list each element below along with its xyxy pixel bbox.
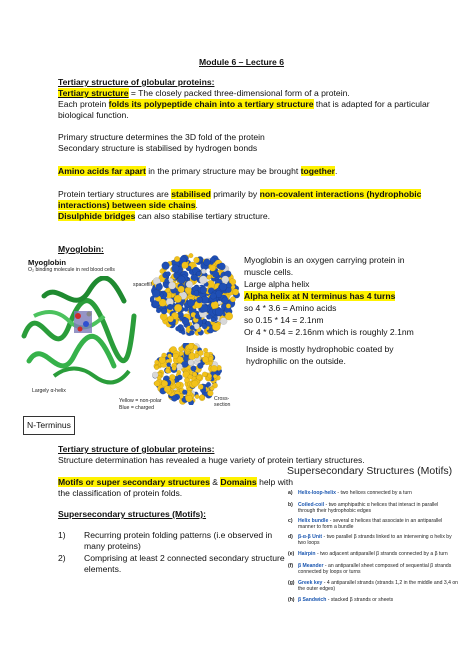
ss-item-number: (g) (288, 580, 295, 586)
ss-item-desc-cont: the outer edges) (298, 586, 336, 593)
highlight-disulphide: Disulphide bridges (58, 211, 136, 221)
atom-sphere (156, 283, 163, 290)
atom-sphere (164, 386, 171, 393)
ss-item-desc: - two amphipathic α helices that interact in parallel (324, 502, 439, 508)
atom-sphere (222, 276, 229, 283)
myoglobin-text: muscle cells. (244, 267, 294, 277)
atom-sphere (202, 324, 207, 329)
atom-sphere (207, 275, 212, 280)
atom-sphere (219, 283, 227, 291)
atom-sphere (178, 347, 183, 352)
body-line: Secondary structure is stabilised by hydrogen bonds (58, 143, 258, 153)
atom-sphere (156, 308, 161, 313)
atom-sphere (182, 262, 189, 269)
atom-sphere (202, 372, 207, 377)
atom-sphere (190, 325, 195, 330)
label-section: section (214, 402, 231, 408)
cross-section-image (152, 343, 222, 405)
section1-heading: Tertiary structure of globular proteins: (58, 77, 215, 87)
body-line: Each protein folds its polypeptide chain into a tertiary structure that is adapted for a particular (58, 99, 430, 109)
atom-sphere (208, 374, 212, 378)
atom-sphere (177, 364, 183, 370)
atom-sphere (222, 297, 229, 304)
myoglobin-text: so 4 * 3.6 = Amino acids (244, 303, 337, 313)
atom-sphere (211, 365, 218, 372)
ss-item-desc: - two adjacent antiparallel β strands connected by a β turn (315, 551, 448, 557)
myoglobin-text: Large alpha helix (244, 279, 310, 289)
atom-sphere (161, 308, 167, 314)
ss-item (288, 518, 442, 530)
ss-item-desc-cont: through their hydrophobic edges (298, 508, 372, 515)
ss-item-desc-cont: connected by loops or turns (298, 569, 361, 576)
atom-sphere (165, 368, 170, 373)
list-item: Comprising at least 2 connected secondary structure (84, 553, 285, 563)
atom-sphere (198, 384, 203, 389)
atom-sphere (210, 257, 215, 262)
ss-item-number: (h) (288, 597, 295, 603)
n-terminus-box: N-Terminus (23, 416, 75, 435)
myoglobin-ribbon-image (14, 276, 144, 391)
atom-sphere (206, 382, 211, 387)
atom-sphere (212, 323, 220, 331)
ss-item-desc: - several α helices that associate in an antiparallel (328, 518, 443, 524)
page-title: Module 6 – Lecture 6 (199, 57, 285, 67)
label-largely-helix: Largely α-helix (32, 388, 66, 394)
atom-sphere (152, 372, 158, 378)
highlight-domains: Domains (220, 477, 257, 487)
ss-item-number: (f) (288, 563, 294, 569)
atom-sphere (174, 256, 180, 262)
atom-sphere (200, 287, 207, 294)
highlight-together: together (300, 166, 336, 176)
atom-sphere (199, 276, 207, 284)
atom-sphere (171, 265, 179, 273)
label-yellow-nonpolar: Yellow = non-polar (119, 398, 162, 404)
atom-sphere (167, 304, 173, 310)
atom-sphere (218, 263, 225, 270)
body-line: Amino acids far apart in the primary structure may be brought together. (58, 166, 338, 176)
term-tertiary-structure: Tertiary structure (58, 88, 129, 98)
atom-sphere (210, 386, 214, 390)
atom-sphere (186, 395, 193, 402)
atom-sphere (212, 271, 219, 278)
list-item: elements. (84, 564, 122, 574)
highlight-stabilised: stabilised (171, 189, 211, 199)
atom-sphere (196, 297, 202, 303)
atom-sphere (201, 269, 206, 274)
atom-sphere (174, 295, 182, 303)
ss-item (288, 597, 393, 603)
atom-sphere (167, 354, 171, 358)
ss-item-number: c) (288, 518, 293, 524)
body-line: the classification of protein folds. (58, 488, 183, 498)
list-number: 2) (58, 553, 66, 563)
figure-title: Myoglobin (28, 258, 66, 267)
atom-sphere (213, 374, 217, 378)
myoglobin-text: hydrophilic on the outside. (246, 356, 346, 366)
ss-item-desc: - stacked β strands or sheets (326, 597, 394, 603)
atom-sphere (192, 372, 197, 377)
ss-item-key: Greek key (298, 580, 323, 586)
atom-sphere (175, 326, 180, 331)
atom-sphere (226, 304, 231, 309)
atom-sphere (209, 357, 213, 361)
atom-sphere (167, 363, 171, 367)
atom-sphere (168, 282, 175, 289)
atom-sphere (154, 381, 160, 387)
highlight-folds: folds its polypeptide chain into a tertiary structure (108, 99, 314, 109)
body-line: Disulphide bridges can also stabilise tertiary structure. (58, 211, 271, 221)
atom-sphere (203, 348, 208, 353)
ss-item-key: β Sandwich (298, 597, 327, 603)
atom-sphere (198, 350, 204, 356)
atom-sphere (154, 365, 158, 369)
atom-sphere (162, 353, 167, 358)
atom-sphere (189, 330, 194, 335)
atom-sphere (174, 304, 182, 312)
atom-sphere (183, 356, 189, 362)
figure-subtitle: O₂ binding molecule in red blood cells (28, 267, 115, 273)
heme-group (74, 311, 92, 333)
ss-item (288, 534, 452, 546)
list-item: many proteins) (84, 541, 141, 551)
ss-item-desc: - an antiparallel sheet composed of sequential β strands (323, 563, 452, 569)
ss-item-number: d) (288, 534, 293, 540)
motifs-heading: Supersecondary structures (Motifs): (58, 509, 207, 519)
body-line: Protein tertiary structures are stabilised primarily by non-covalent interactions (hydrophobic (58, 189, 422, 199)
body-line: Primary structure determines the 3D fold of the protein (58, 132, 265, 142)
atom-sphere (230, 297, 236, 303)
atom-sphere (188, 359, 194, 365)
atom-sphere (166, 272, 171, 277)
ss-item (288, 502, 438, 514)
myoglobin-text: Or 4 * 0.54 = 2.16nm which is roughly 2.1nm (244, 327, 414, 337)
myoglobin-text: Inside is mostly hydrophobic coated by (246, 344, 394, 354)
list-number: 1) (58, 530, 66, 540)
section2-heading: Tertiary structure of globular proteins: (58, 444, 215, 454)
ss-item-desc: - two parallel β strands linked to an intervening α helix by (322, 534, 452, 540)
atom-sphere (195, 314, 200, 319)
atom-sphere (160, 269, 165, 274)
body-line: Structure determination has revealed a huge variety of protein tertiary structures. (58, 455, 365, 465)
atom-sphere (152, 290, 160, 298)
atom-sphere (177, 356, 183, 362)
body-line: interactions) between side chains. (58, 200, 198, 210)
atom-sphere (195, 394, 199, 398)
atom-sphere (202, 357, 208, 363)
atom-sphere (197, 363, 203, 369)
atom-sphere (182, 390, 187, 395)
atom-sphere (207, 390, 213, 396)
atom-sphere (209, 265, 215, 271)
myoglobin-text-highlight: Alpha helix at N terminus has 4 turns (244, 291, 396, 301)
atom-sphere (210, 293, 216, 299)
highlight-non-covalent: non-covalent interactions (hydrophobic (259, 189, 422, 199)
atom-sphere (167, 316, 173, 322)
atom-sphere (191, 366, 197, 372)
ss-item (288, 563, 451, 575)
highlight-amino-acids: Amino acids far apart (58, 166, 146, 176)
atom-sphere (177, 375, 182, 380)
highlight-interactions: interactions) between side chains (58, 200, 196, 210)
atom-sphere (184, 307, 189, 312)
ss-item (288, 490, 412, 496)
atom-sphere (232, 289, 238, 295)
atom-sphere (189, 253, 194, 258)
atom-sphere (178, 276, 186, 284)
atom-sphere (162, 262, 170, 270)
ss-item-number: a) (288, 490, 293, 496)
ss-item-key: Hairpin (298, 551, 316, 557)
atom-sphere (155, 360, 160, 365)
body-line: Motifs or super secondary structures & Domains help with (58, 477, 293, 487)
ss-item-number: (e) (288, 551, 295, 557)
atom-sphere (215, 308, 223, 316)
definition-line: Tertiary structure = The closely packed three-dimensional form of a protein. (58, 88, 350, 98)
ss-item-key: β-α-β Unit (298, 534, 323, 540)
ss-item (288, 551, 448, 557)
ss-item-desc: - 4 antiparallel strands (strands 1,2 in the middle and 3,4 on (322, 580, 458, 586)
atom-sphere (192, 380, 199, 387)
list-item: Recurring protein folding patterns (i.e observed in (84, 530, 273, 540)
atom-sphere (175, 382, 180, 387)
ss-item-key: β Meander (298, 563, 324, 569)
atom-sphere (206, 314, 211, 319)
ss-item-number: b) (288, 502, 293, 508)
label-blue-charged: Blue = charged (119, 405, 155, 411)
atom-sphere (203, 259, 210, 266)
ss-item-key: Coiled-coil (298, 502, 325, 508)
atom-sphere (188, 375, 193, 380)
atom-sphere (186, 281, 193, 288)
atom-sphere (182, 318, 189, 325)
atom-sphere (164, 279, 168, 283)
highlight-motifs: Motifs or super secondary structures (58, 477, 210, 487)
myoglobin-text: Myoglobin is an oxygen carrying protein in (244, 255, 405, 265)
atom-sphere (200, 395, 205, 400)
ss-item-key: Helix bundle (298, 518, 329, 524)
atom-sphere (171, 396, 177, 402)
atom-sphere (185, 287, 192, 294)
spacefill-model-image (150, 252, 240, 337)
atom-sphere (194, 323, 200, 329)
ss-item-desc-cont: manner to form a bundle (298, 524, 354, 531)
atom-sphere (178, 286, 185, 293)
ss-item-desc: - two helices connected by a turn (335, 490, 412, 496)
myoglobin-heading: Myoglobin: (58, 244, 104, 254)
label-cross: Cross- (214, 396, 230, 402)
atom-sphere (196, 271, 201, 276)
body-line: biological function. (58, 110, 129, 120)
atom-sphere (226, 283, 231, 288)
atom-sphere (211, 317, 216, 322)
atom-sphere (187, 299, 194, 306)
atom-sphere (172, 366, 177, 371)
ss-item (288, 580, 458, 592)
ss-box-title: Supersecondary Structures (Motifs) (287, 465, 453, 477)
atom-sphere (194, 257, 200, 263)
atom-sphere (225, 312, 233, 320)
label-spacefill: spacefill (133, 282, 152, 288)
ss-item-key: Helix-loop-helix (298, 490, 336, 496)
myoglobin-text: so 0.15 * 14 = 2.1nm (244, 315, 324, 325)
atom-sphere (188, 343, 194, 349)
ss-item-desc-cont: two loops (298, 540, 320, 547)
